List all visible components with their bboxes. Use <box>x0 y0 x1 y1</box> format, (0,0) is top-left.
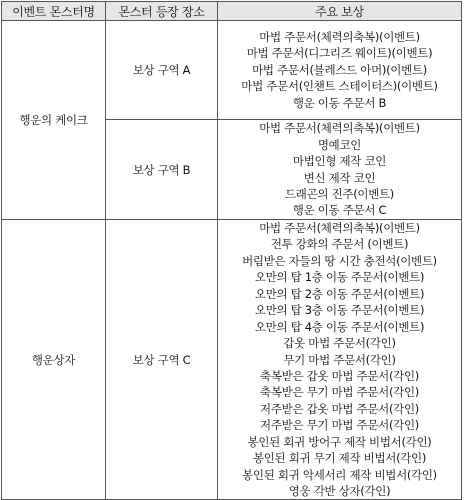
reward-item: 오만의 탑 4층 이동 주문서(이벤트) <box>254 319 425 334</box>
monster-cell-lucky-cake: 행운의 케이크 <box>2 21 106 220</box>
reward-item: 마법 주문서(인챈트 스테이터스)(이벤트) <box>241 79 438 94</box>
reward-item: 봉인된 회귀 악세서리 제작 비법서(각인) <box>242 467 437 482</box>
reward-item: 무기 마법 주문서(각인) <box>283 352 396 367</box>
reward-item: 명예코인 <box>317 137 362 152</box>
table-row <box>2 220 462 500</box>
reward-item: 갑옷 마법 주문서(각인) <box>283 336 396 351</box>
zone-cell-b: 보상 구역 B <box>106 120 218 220</box>
reward-item: 변신 제작 코인 <box>303 170 376 185</box>
reward-item: 축복받은 갑옷 마법 주문서(각인) <box>260 368 419 383</box>
reward-item: 행운 이동 주문서 C <box>292 203 387 218</box>
reward-item: 저주받은 무기 마법 주문서(각인) <box>260 418 419 433</box>
reward-item: 마법인형 제작 코인 <box>292 154 387 169</box>
reward-item: 봉인된 회귀 무기 제작 비법서(각인) <box>252 451 427 466</box>
reward-item: 저주받은 갑옷 마법 주문서(각인) <box>260 401 419 416</box>
reward-item: 봉인된 회귀 방어구 제작 비법서(각인) <box>247 434 432 449</box>
reward-item: 마법 주문서(체력의축복)(이벤트) <box>259 121 420 136</box>
monster-cell-lucky-box: 행운상자 <box>2 220 106 500</box>
reward-item: 버림받은 자들의 땅 시간 충전석(이벤트) <box>242 253 437 268</box>
reward-item: 전투 강화의 주문서 (이벤트) <box>270 237 409 252</box>
header-monster: 이벤트 몬스터명 <box>2 2 106 21</box>
reward-cell-zone-a <box>218 21 462 120</box>
reward-cell-zone-c <box>218 220 462 500</box>
zone-cell-c: 보상 구역 C <box>106 220 218 500</box>
header-place: 몬스터 등장 장소 <box>106 2 218 21</box>
reward-item: 마법 주문서(디그리즈 웨이트)(이벤트) <box>246 46 433 61</box>
reward-item: 행운 이동 주문서 B <box>292 95 387 110</box>
reward-item: 오만의 탑 1층 이동 주문서(이벤트) <box>254 270 425 285</box>
reward-item: 영웅 각반 상자(각인) <box>288 484 391 498</box>
reward-item: 축복받은 무기 마법 주문서(각인) <box>260 385 419 400</box>
reward-item: 오만의 탑 3층 이동 주문서(이벤트) <box>254 303 425 318</box>
reward-item: 드래곤의 진주(이벤트) <box>284 186 394 201</box>
table-row <box>2 21 462 120</box>
reward-item: 마법 주문서(체력의축복)(이벤트) <box>259 221 420 235</box>
reward-item: 마법 주문서(체력의축복)(이벤트) <box>259 29 420 44</box>
reward-table <box>1 1 462 500</box>
header-row <box>2 2 462 21</box>
zone-cell-a: 보상 구역 A <box>106 21 218 120</box>
reward-item: 마법 주문서(블레스드 아머)(이벤트) <box>252 62 427 77</box>
reward-item: 오만의 탑 2층 이동 주문서(이벤트) <box>254 286 425 301</box>
reward-cell-zone-b <box>218 120 462 220</box>
header-reward: 주요 보상 <box>218 2 462 21</box>
